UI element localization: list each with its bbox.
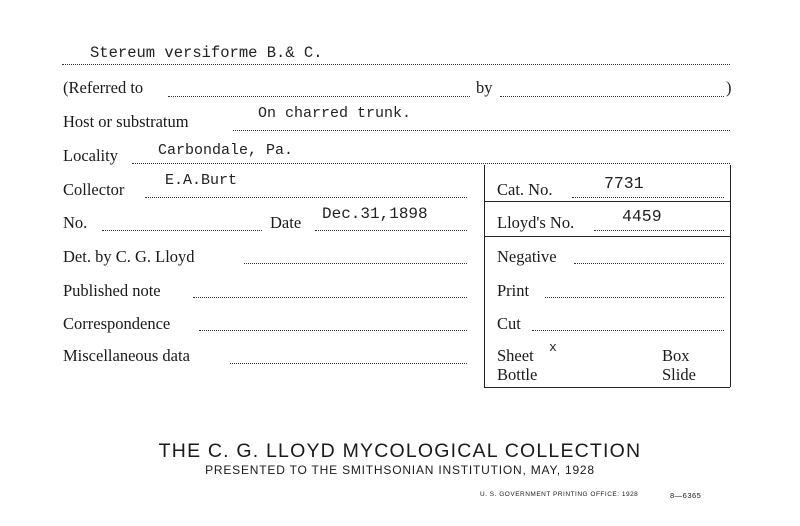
box-label: Box [662, 346, 690, 365]
box-right-rule [730, 165, 731, 387]
sheet-mark: x [549, 340, 557, 355]
correspondence-label: Correspondence [63, 314, 171, 333]
species-value: Stereum versiforme B.& C. [90, 44, 323, 62]
cat-no-line [572, 197, 724, 198]
det-line [244, 263, 467, 264]
negative-line [574, 263, 724, 264]
det-label: Det. by C. G. Lloyd [63, 247, 195, 266]
referred-to-line [168, 96, 470, 97]
host-label: Host or substratum [63, 112, 189, 131]
by-line [500, 96, 724, 97]
collector-label: Collector [63, 180, 125, 199]
misc-line [230, 363, 467, 364]
cat-no-value: 7731 [604, 174, 644, 193]
sheet-label: Sheet [497, 346, 534, 365]
by-label: by [476, 78, 493, 97]
lloyd-no-value: 4459 [622, 207, 662, 226]
misc-label: Miscellaneous data [63, 346, 190, 365]
collector-value: E.A.Burt [165, 172, 238, 189]
published-label: Published note [63, 281, 161, 300]
box-divider-2 [484, 236, 730, 237]
date-line [315, 230, 467, 231]
no-label: No. [63, 213, 88, 232]
cut-line [532, 330, 724, 331]
cat-no-label: Cat. No. [497, 180, 553, 199]
lloyd-no-line [594, 230, 724, 231]
correspondence-line [199, 330, 467, 331]
host-value: On charred trunk. [258, 105, 412, 122]
box-divider-1 [484, 201, 730, 202]
print-label: Print [497, 281, 530, 300]
box-bottom-rule [484, 387, 730, 388]
date-value: Dec.31,1898 [322, 205, 428, 223]
form-number: 8—6365 [670, 491, 702, 500]
locality-line [132, 163, 730, 164]
collection-subtitle: PRESENTED TO THE SMITHSONIAN INSTITUTION, MAY, 1928 [205, 463, 595, 477]
host-line [233, 130, 730, 131]
printer-imprint: U. S. GOVERNMENT PRINTING OFFICE: 1928 [480, 491, 639, 498]
close-paren: ) [726, 78, 732, 97]
published-line [193, 297, 467, 298]
collection-title: THE C. G. LLOYD MYCOLOGICAL COLLECTION [158, 440, 642, 462]
locality-label: Locality [63, 146, 118, 165]
no-line [102, 230, 262, 231]
cut-label: Cut [497, 314, 521, 333]
referred-to-label: (Referred to [63, 78, 144, 97]
date-label: Date [270, 213, 302, 232]
collector-line [145, 197, 467, 198]
print-line [545, 297, 724, 298]
lloyd-no-label: Lloyd's No. [497, 213, 575, 232]
slide-label: Slide [662, 365, 696, 384]
locality-value: Carbondale, Pa. [158, 142, 294, 159]
bottle-label: Bottle [497, 365, 538, 384]
negative-label: Negative [497, 247, 557, 266]
species-line [62, 64, 730, 65]
box-left-rule [484, 165, 485, 387]
